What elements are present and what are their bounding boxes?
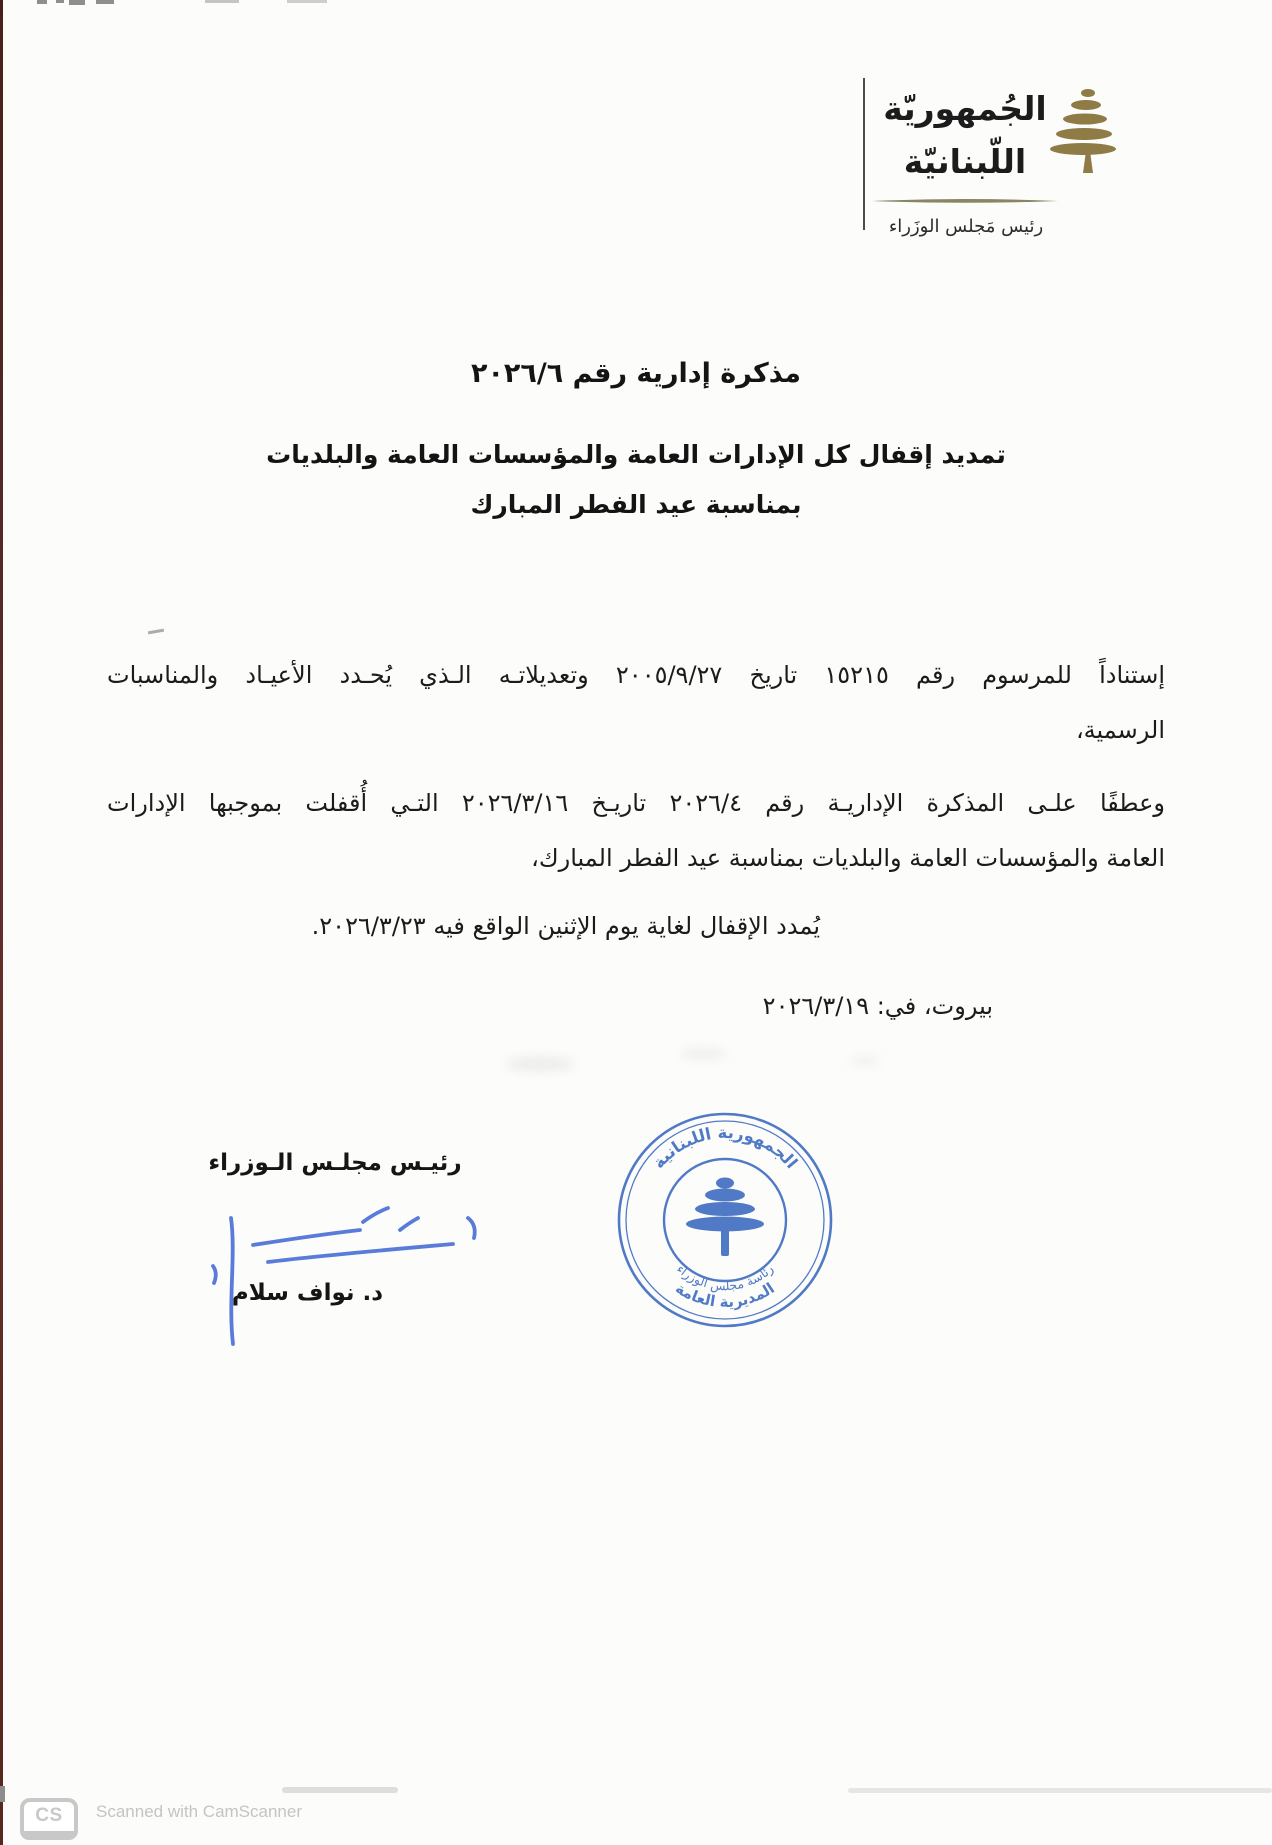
scan-edge-artifact <box>69 0 85 5</box>
memo-subject-line-1: تمديد إقفال كل الإدارات العامة والمؤسسات العامة والبلديات <box>266 440 1006 469</box>
signature-ink <box>185 1192 495 1362</box>
letterhead-republic-line1: الجُمهوريّة <box>883 89 1047 128</box>
memo-paragraph-1-line-2: الرسمية، <box>1075 716 1165 744</box>
camscanner-watermark-text: Scanned with CamScanner <box>96 1802 303 1821</box>
scan-left-edge-artifact <box>0 0 3 1845</box>
camscanner-logo-letters: CS <box>35 1805 63 1826</box>
scan-stray-mark <box>148 629 164 635</box>
letterhead-office-title: رئيس مَجلس الوزَراء <box>888 216 1044 237</box>
scan-smudge <box>680 1048 726 1060</box>
memo-paragraph-2 <box>107 776 1165 886</box>
official-stamp <box>609 1104 841 1336</box>
camscanner-logo-tab <box>20 1831 78 1840</box>
scan-smudge <box>505 1056 575 1072</box>
scan-edge-artifact <box>56 0 64 3</box>
letterhead-republic-line2: اللّبنانيّة <box>903 142 1027 181</box>
scan-edge-artifact <box>205 0 239 3</box>
letterhead-divider <box>870 197 1060 205</box>
stamp-top-text: الجمهورية اللبنانية <box>648 1122 802 1173</box>
memo-date-line: بيروت، في: ٢٠٢٦/٣/١٩ <box>762 992 993 1020</box>
scan-bottom-artifact <box>0 1786 5 1802</box>
memo-paragraph-1 <box>107 648 1165 758</box>
letterhead <box>860 70 1130 250</box>
memo-paragraph-3: يُمدد الإقفال لغاية يوم الإثنين الواقع فيه ٢٠٢٦/٣/٢٣. <box>311 912 820 940</box>
scan-edge-artifact <box>287 0 327 3</box>
scan-edge-artifact <box>96 0 114 4</box>
scan-bottom-artifact <box>282 1787 398 1793</box>
memo-title: مذكرة إدارية رقم ٢٠٢٦/٦ <box>470 358 802 389</box>
scan-bottom-artifact <box>848 1788 1272 1793</box>
signatory-role-title: رئيـس مجلـس الـوزراء <box>208 1150 462 1176</box>
memo-paragraph-2-line-1: وعطفًا علـى المذكرة الإداريـة رقم ٢٠٢٦/٤ تاريـخ ٢٠٢٦/٣/١٦ التـي أُقفلت بموجبها الإدارات <box>107 789 1165 817</box>
memo-subject-line-2: بمناسبة عيد الفطر المبارك <box>470 490 802 519</box>
memo-paragraph-2-line-2: العامة والمؤسسات العامة والبلديات بمناسبة عيد الفطر المبارك، <box>531 844 1165 872</box>
memo-paragraph-1-line-1: إستناداً للمرسوم رقم ١٥٢١٥ تاريخ ٢٠٠٥/٩/٢٧ وتعديلاتـه الـذي يُحـدد الأعيـاد والمناسبات <box>107 661 1166 689</box>
lebanon-cedar-logo-icon <box>1050 82 1120 177</box>
scan-edge-artifact <box>37 0 47 4</box>
signatory-name: د. نواف سلام <box>231 1280 384 1306</box>
stamp-cedar-icon <box>686 1178 764 1257</box>
camscanner-logo-icon <box>20 1798 78 1840</box>
stamp-middle-text: رئاسة مجلس الوزراء <box>673 1261 777 1294</box>
stamp-bottom-text: المديرية العامة <box>672 1279 778 1312</box>
scan-smudge <box>850 1056 880 1066</box>
letterhead-republic-title <box>876 82 1054 188</box>
letterhead-separator-line <box>863 78 865 230</box>
